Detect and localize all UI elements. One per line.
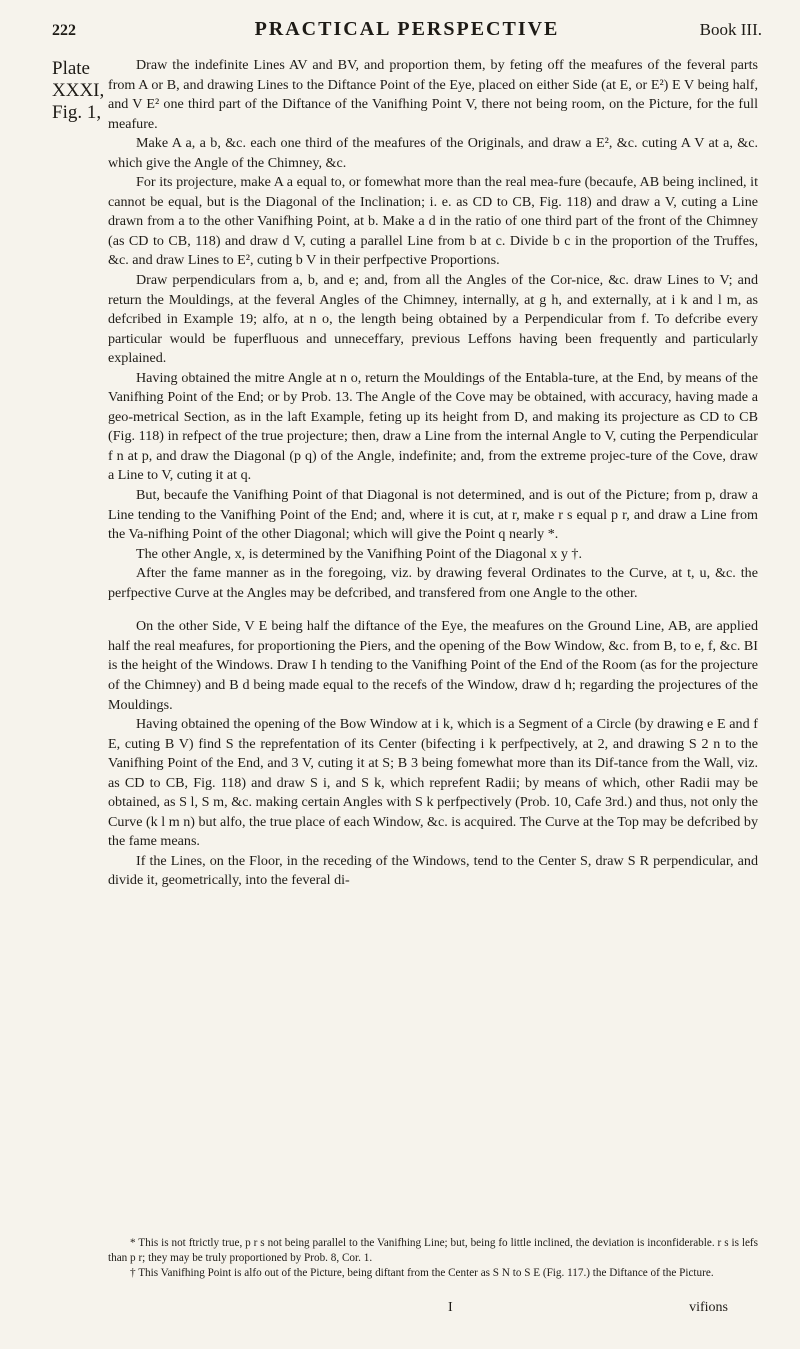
page-header <box>52 18 762 52</box>
plate-label: Plate <box>52 58 90 79</box>
footnote: * This is not ftrictly true, p r s not being parallel to the Vanifhing Line; but, being fo little inclined, the deviation is inconfiderable. r s is lefs than p r; they may be truly proportioned by Prob. 8, Cor. 1. <box>108 1237 758 1264</box>
footnotes <box>108 1236 758 1281</box>
figure-label: Fig. 1, <box>52 102 102 123</box>
body-text <box>108 56 758 891</box>
paragraph: Draw perpendiculars from a, b, and e; and, from all the Angles of the Cor-nice, &c. draw Lines to V; and return the Mouldings, at the feveral Angles of the Chimney, internally, at g h, and externally, at i k and l m, as defcribed in Example 19; alfo, at n o, the length being obtained by a Perpendicular from f. To defcribe every particular would be fuperfluous and unneceffary, previous Leffons having been frequently and particularly explained. <box>108 272 758 367</box>
catchword: vifions <box>689 1300 728 1315</box>
paragraph: Having obtained the mitre Angle at n o, return the Mouldings of the Entabla-ture, at the End, by means of the Vanifhing Point of the End; or by Prob. 13. The Angle of the Cove may be obtained, with accuracy, having made a geo-metrical Section, as in the laft Example, feting up its height from D, and making its projecture as CD to CB (Fig. 118) in refpect of the true projecture; then, draw a Line from the internal Angle to V, cuting the Perpendicular f n at p, and draw the Diagonal (p q) of the Angle, indefinite; and, from the extreme projec-ture of the Cove, draw a Line to V, cuting it at q. <box>108 369 758 484</box>
paragraph: If the Lines, on the Floor, in the receding of the Windows, tend to the Center S, draw S R perpendicular, and divide it, geometrically, into the feveral di- <box>108 852 758 889</box>
page-footer <box>108 1300 758 1320</box>
paragraph: But, becaufe the Vanifhing Point of that Diagonal is not determined, and is out of the Picture; from p, draw a Line tending to the Vanifhing Point of the End; and, where it is cut, at r, make r s equal p r, and draw a Line from the Va-nifhing Point of the other Diagonal; which will give the Point q nearly *. <box>108 487 758 543</box>
footnote: † This Vanifhing Point is alfo out of the Picture, being diftant from the Center as S N to S E (Fig. 117.) the Diftance of the Picture. <box>130 1267 714 1279</box>
running-title: PRACTICAL PERSPECTIVE <box>254 18 560 40</box>
page-number: 222 <box>52 22 76 39</box>
signature-mark: I <box>448 1300 453 1315</box>
plate-number: XXXI, <box>52 80 105 101</box>
paragraph: The other Angle, x, is determined by the Vanifhing Point of the Diagonal x y †. <box>136 545 582 562</box>
paragraph: After the fame manner as in the foregoing, viz. by drawing feveral Ordinates to the Curve, at t, u, &c. the perfpective Curve at the Angles may be defcribed, and transfered from one Angle to the other. <box>108 565 758 601</box>
paragraph: For its projecture, make A a equal to, or fomewhat more than the real mea-fure (becaufe, AB being inclined, it cannot be equal, but is the Diagonal of the Inclination; i. e. as CD to CB, Fig. 118) and draw a V, cuting a Line drawn from a to the other Vanifhing Point, at b. Make a d in the ratio of one third part of the front of the Chimney (as CD to CB, 118) and draw d V, cuting a parallel Line from b at c. Divide b c in the proportion of the Truffes, &c. and draw Lines to E², cuting b V in their perfpective Proportions. <box>108 174 758 269</box>
paragraph: On the other Side, V E being half the diftance of the Eye, the meafures on the Ground Line, AB, are applied half the real meafures, for proportioning the Piers, and the opening of the Bow Window, &c. from B, to e, f, &c. BI is the height of the Windows. Draw I h tending to the Vanifhing Point of the End of the Room (as for the projecture of the Chimney) and B d being made equal to the recefs of the Window, draw d h; regarding the projectures of the Mouldings. <box>108 618 758 713</box>
margin-note <box>52 58 105 124</box>
paragraph: Draw the indefinite Lines AV and BV, and proportion them, by feting off the meafures of the feveral parts from A or B, and drawing Lines to the Diftance Point of the Eye, placed on either Side (at E, or E²) E V being half, and V E² one third part of the Diftance of the Vanifhing Point V, there not being room, on the Picture, for the full meafure. <box>108 57 758 132</box>
paragraph: Make A a, a b, &c. each one third of the meafures of the Originals, and draw a E², &c. cuting A V at a, &c. which give the Angle of the Chimney, &c. <box>108 135 758 171</box>
paragraph: Having obtained the opening of the Bow Window at i k, which is a Segment of a Circle (by drawing e E and f E, cuting B V) find S the reprefentation of its Center (bifecting i k perfpectively, at 2, and drawing S 2 n to the Vanifhing Point of the End, and 3 V, cuting it at S; B 3 being fomewhat more than its Dif-tance from the Wall, viz. as CD to CB, Fig. 118) and draw S i, and S k, which reprefent Radii; by means of which, other Radii may be obtained, as S l, S m, &c. making certain Angles with S k perfpectively (Prob. 10, Cafe 3rd.) and thus, not only the Curve (k l m n) but alfo, the true place of each Window, &c. is acquired. The Curve at the Top may be defcribed by the fame means. <box>108 716 758 850</box>
book-reference: Book III. <box>699 20 762 39</box>
